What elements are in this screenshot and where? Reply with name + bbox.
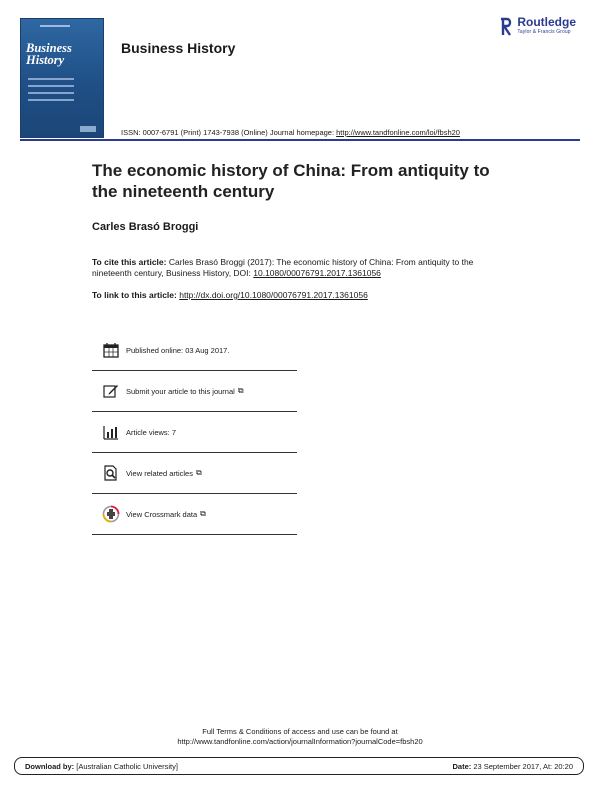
- download-date-label: Date:: [452, 761, 472, 771]
- cover-text-lines: [28, 73, 74, 106]
- publisher-name: Routledge: [517, 15, 576, 29]
- link-label: To link to this article:: [92, 290, 180, 300]
- submit-article-link[interactable]: [92, 371, 297, 412]
- article-views-text: Article views: 7: [126, 427, 177, 437]
- published-online-item: [92, 330, 297, 371]
- terms-url-link[interactable]: http://www.tandfonline.com/action/journalInformation?journalCode=fbsh20: [177, 737, 423, 746]
- bar-chart-icon: [98, 422, 124, 442]
- submit-article-text: Submit your article to this journal: [126, 386, 235, 396]
- download-info-bar: [14, 757, 584, 775]
- related-articles-link[interactable]: [92, 453, 297, 494]
- article-actions: [92, 330, 297, 535]
- terms-line-1: Full Terms & Conditions of access and use can be found at: [202, 727, 398, 736]
- downloaded-by-label: Download by:: [25, 761, 75, 771]
- published-online-text: Published online: 03 Aug 2017.: [126, 345, 230, 355]
- publisher-logo: [517, 16, 576, 36]
- download-date-value: 23 September 2017, At: 20:20: [471, 761, 573, 771]
- journal-name: Business History: [121, 40, 236, 56]
- issn-line: [121, 128, 460, 137]
- journal-cover-image: [20, 18, 104, 138]
- terms-and-conditions: [0, 727, 600, 747]
- article-url-link[interactable]: http://dx.doi.org/10.1080/00076791.2017.1361056: [179, 290, 368, 300]
- external-link-icon: ⧉: [200, 509, 206, 518]
- article-views-item: [92, 412, 297, 453]
- journal-homepage-link[interactable]: http://www.tandfonline.com/loi/fbsh20: [336, 128, 460, 137]
- routledge-r-icon: [499, 17, 513, 37]
- downloaded-by-value: [Australian Catholic University]: [74, 761, 178, 771]
- edit-icon: [98, 381, 124, 401]
- crossmark-text: View Crossmark data: [126, 509, 198, 519]
- header-divider: [20, 139, 580, 141]
- cite-doi-link[interactable]: 10.1080/00076791.2017.1361056: [253, 268, 381, 278]
- publisher-tagline: Taylor & Francis Group: [517, 29, 571, 35]
- external-link-icon: ⧉: [195, 468, 202, 477]
- downloaded-by: [25, 762, 178, 771]
- citation: [92, 257, 512, 279]
- link-to-article: [92, 290, 368, 300]
- cite-label: To cite this article:: [92, 257, 167, 267]
- article-title: The economic history of China: From antiquity to the nineteenth century: [92, 161, 490, 201]
- cite-text: Carles Brasó Broggi (2017): The economic history of China: From antiquity to the nineteenth century, Business History, DOI:: [92, 257, 474, 278]
- cover-publisher-logo: [80, 126, 96, 132]
- search-doc-icon: [98, 463, 124, 483]
- issn-text: ISSN: 0007-6791 (Print) 1743-7938 (Online) Journal homepage:: [121, 128, 337, 137]
- cover-title: Business History: [26, 41, 72, 67]
- download-date: [452, 762, 573, 771]
- cover-decoration: [40, 25, 70, 27]
- related-articles-text: View related articles: [126, 468, 193, 478]
- external-link-icon: ⧉: [237, 386, 244, 395]
- crossmark-link[interactable]: [92, 494, 297, 535]
- calendar-icon: [98, 340, 124, 360]
- article-author: Carles Brasó Broggi: [92, 221, 199, 233]
- crossmark-icon: [98, 504, 124, 524]
